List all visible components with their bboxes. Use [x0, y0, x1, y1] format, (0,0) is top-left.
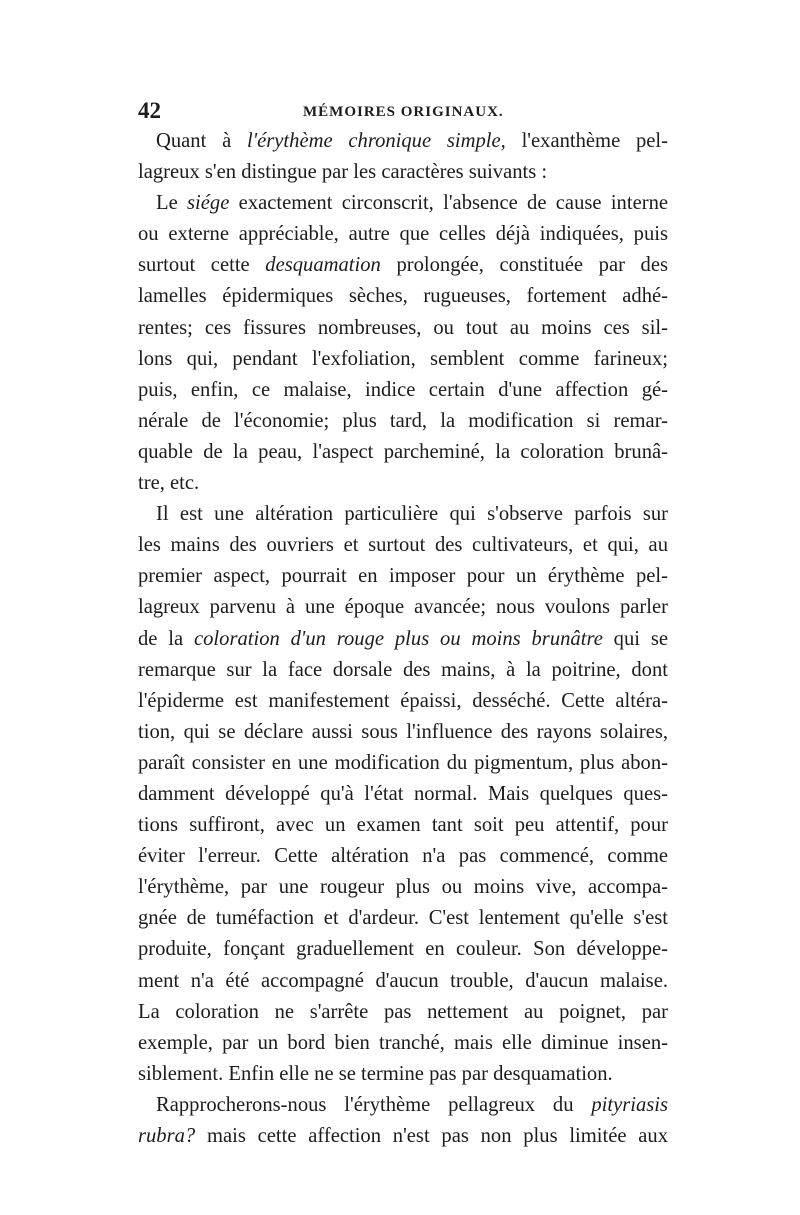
text-segment: tre, etc.: [138, 472, 200, 495]
text-line: [138, 997, 668, 1028]
text-line: [138, 313, 668, 344]
text-segment: tion, qui se déclare aussi sous l'influence des rayons solaires,: [138, 720, 668, 743]
text-line: [138, 126, 668, 157]
text-line: [138, 437, 668, 468]
text-segment: siblement. Enfin elle ne se termine pas par desquamation.: [138, 1062, 613, 1085]
text-line: [138, 686, 668, 717]
italic-segment: l'érythème chronique simple,: [247, 130, 506, 152]
text-line: [138, 188, 668, 219]
text-segment: premier aspect, pourrait en imposer pour un érythème pel-: [138, 565, 668, 588]
text-line: [138, 624, 668, 655]
text-segment: nérale de l'économie; plus tard, la modification si remar-: [138, 409, 668, 432]
text-segment: quable de la peau, l'aspect parcheminé, la coloration brunâ-: [138, 440, 668, 463]
text-segment: Il est une altération particulière qui s'observe parfois sur: [156, 503, 668, 526]
text-segment: exactement circonscrit, l'absence de cause interne: [229, 192, 668, 215]
text-line: [138, 561, 668, 592]
text-line: [138, 1121, 668, 1152]
text-segment: les mains des ouvriers et surtout des cultivateurs, et qui, au: [138, 534, 668, 557]
text-segment: tions suffiront, avec un examen tant soit peu attentif, pour: [138, 814, 668, 837]
text-line: [138, 219, 668, 250]
text-segment: l'épiderme est manifestement épaissi, desséché. Cette altéra-: [138, 689, 668, 712]
text-line: [138, 499, 668, 530]
running-title: MÉMOIRES ORIGINAUX.: [303, 104, 504, 120]
text-segment: l'érythème, par une rougeur plus ou moins vive, accompa-: [138, 876, 668, 899]
text-line: [138, 903, 668, 934]
text-segment: paraît consister en une modification du pigmentum, plus abon-: [138, 751, 668, 774]
text-segment: lons qui, pendant l'exfoliation, semblent comme farineux;: [138, 347, 668, 370]
text-segment: Rapprocherons-nous l'érythème pellagreux du: [156, 1093, 592, 1116]
text-segment: surtout cette: [138, 254, 266, 277]
text-line: [138, 934, 668, 965]
body-text: [138, 126, 668, 1152]
italic-segment: desquamation: [265, 254, 381, 277]
text-segment: produite, fonçant graduellement en couleur. Son développe-: [138, 938, 668, 961]
text-segment: qui se: [602, 627, 668, 650]
italic-segment: pityriasis: [591, 1093, 668, 1116]
text-line: [138, 655, 668, 686]
italic-segment: rubra?: [138, 1125, 196, 1147]
text-segment: lamelles épidermiques sèches, rugueuses, fortement adhé-: [138, 285, 668, 308]
page-header: [138, 98, 666, 126]
text-line: [138, 717, 668, 748]
text-segment: de la: [138, 627, 194, 650]
text-line: [138, 748, 668, 779]
text-segment: ou externe appréciable, autre que celles déjà indiquées, puis: [138, 223, 668, 246]
text-line: [138, 344, 668, 375]
text-segment: puis, enfin, ce malaise, indice certain d'une affection gé-: [138, 378, 668, 401]
text-line: [138, 1028, 668, 1059]
text-segment: exemple, par un bord bien tranché, mais elle diminue insen-: [138, 1031, 668, 1054]
text-line: [138, 1090, 668, 1121]
text-segment: gnée de tuméfaction et d'ardeur. C'est lentement qu'elle s'est: [138, 907, 668, 930]
italic-segment: coloration d'un rouge plus ou moins brunâtre: [193, 627, 603, 650]
text-line: [138, 250, 668, 281]
text-segment: rentes; ces fissures nombreuses, ou tout au moins ces sil-: [138, 316, 668, 339]
text-line: [138, 157, 668, 188]
text-segment: éviter l'erreur. Cette altération n'a pas commencé, comme: [138, 845, 668, 868]
text-segment: remarque sur la face dorsale des mains, à la poitrine, dont: [138, 658, 668, 681]
text-line: [138, 375, 668, 406]
text-segment: prolongée, constituée par des: [380, 254, 668, 277]
text-line: [138, 530, 668, 561]
text-line: [138, 966, 668, 997]
text-segment: damment développé qu'à l'état normal. Mais quelques ques-: [138, 782, 668, 805]
text-segment: l'exanthème pel-: [505, 130, 668, 152]
text-line: [138, 779, 668, 810]
text-line: [138, 468, 668, 499]
text-segment: Quant à: [156, 130, 248, 152]
text-segment: lagreux s'en distingue par les caractères suivants :: [138, 161, 548, 184]
text-line: [138, 592, 668, 623]
italic-segment: siége: [187, 192, 230, 215]
page-number: 42: [138, 98, 161, 123]
text-segment: lagreux parvenu à une époque avancée; nous voulons parler: [138, 596, 668, 619]
text-segment: ment n'a été accompagné d'aucun trouble, d'aucun malaise.: [138, 969, 668, 992]
text-line: [138, 1059, 668, 1090]
text-segment: mais cette affection n'est pas non plus limitée aux: [195, 1125, 668, 1147]
text-line: [138, 281, 668, 312]
text-line: [138, 872, 668, 903]
text-line: [138, 810, 668, 841]
text-line: [138, 406, 668, 437]
text-segment: La coloration ne s'arrête pas nettement au poignet, par: [138, 1000, 668, 1023]
text-segment: Le: [156, 192, 188, 215]
text-line: [138, 841, 668, 872]
